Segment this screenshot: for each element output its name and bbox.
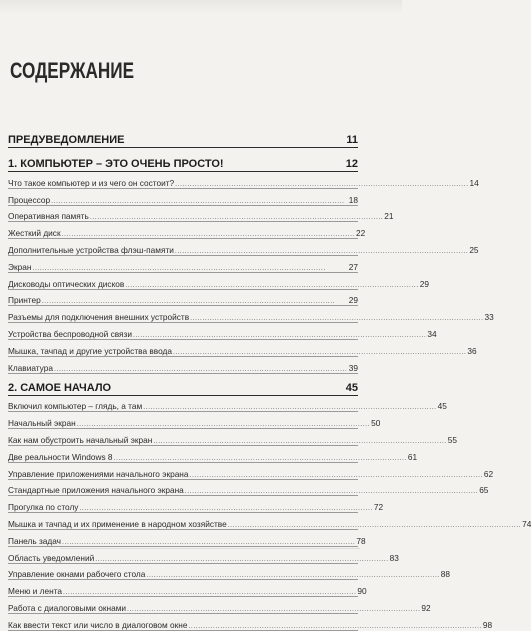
toc-entry-page: 65: [479, 485, 489, 496]
dot-leader: ........................................................................................................................: [127, 605, 421, 613]
dot-leader: ........................................................................................................................: [132, 331, 427, 339]
toc-entry-page: 27: [348, 261, 358, 272]
toc-entry-label: Стандартные приложения начального экрана: [8, 485, 184, 496]
toc-entry: [8, 323, 437, 340]
toc-entry: [8, 463, 494, 480]
toc-entry-label: Устройства беспроводной связи: [8, 328, 132, 339]
toc-entry: [8, 580, 367, 597]
dot-leader: ........................................................................................................................: [227, 521, 522, 529]
toc-entry-label: Что такое компьютер и из чего он состоит?: [8, 177, 175, 188]
toc-entry-label: Дополнительные устройства флэш-памяти: [8, 244, 174, 255]
toc-entry-page: 61: [407, 451, 418, 462]
section-heading: [8, 380, 358, 396]
toc-entry: [8, 206, 394, 223]
toc-entry-label: Принтер: [8, 295, 41, 306]
dot-leader: ........................................................................................................................: [79, 505, 373, 513]
toc-entry-page: 92: [421, 602, 431, 613]
dot-leader: ........................................................................................................................: [146, 572, 440, 580]
toc-entry: [8, 547, 399, 564]
toc-entry-page: 50: [371, 418, 381, 429]
toc-entry: [8, 189, 358, 206]
toc-entry-page: 22: [355, 228, 366, 239]
dot-leader: ........................................................................................................................: [153, 437, 447, 445]
toc-entry-label: Прогулка по столу: [8, 502, 79, 513]
toc-entry-page: 25: [469, 244, 479, 255]
toc-entry-page: 98: [482, 619, 493, 630]
dot-leader: ........................................................................................................................: [184, 488, 479, 496]
section-heading: [8, 156, 358, 172]
toc-entry-page: 83: [389, 552, 399, 563]
toc-entry-page: 55: [447, 434, 457, 445]
toc-entry: [8, 429, 457, 446]
toc-entry-label: Как ввести текст или число в диалоговом окне: [8, 619, 188, 630]
toc-entry: [8, 530, 366, 547]
toc-entry: [8, 614, 493, 631]
toc-entry-page: 62: [483, 468, 494, 479]
bleed-through-header: [0, 0, 402, 14]
toc-entry-page: 74: [522, 518, 531, 529]
toc-entry-page: 78: [356, 535, 366, 546]
toc-entry-label: Клавиатура: [8, 362, 53, 373]
toc-entry-label: Экран: [8, 261, 32, 272]
toc-entry: [8, 597, 431, 614]
toc-entry: [8, 480, 489, 497]
dot-leader: ........................................................................................................................: [51, 197, 345, 205]
toc-entry: [8, 239, 479, 256]
dot-leader: ........................................................................................................................: [53, 365, 348, 373]
toc-entry-page: 72: [373, 502, 384, 513]
section-page: 11: [346, 134, 358, 146]
toc-entry-page: 34: [427, 328, 437, 339]
toc-entry-page: 29: [419, 278, 429, 289]
toc-entry: [8, 564, 450, 581]
section-page: 12: [345, 158, 358, 170]
section-page: 45: [345, 381, 358, 394]
toc-entry: [8, 496, 384, 513]
toc-entry-label: Начальный экран: [8, 418, 76, 429]
dot-leader: ........................................................................................................................: [61, 538, 356, 546]
toc-entry-label: Включил компьютер – глядь, а там: [8, 401, 143, 412]
toc-entry: [8, 412, 381, 429]
toc-entry-label: Жесткий диск: [8, 228, 61, 239]
dot-leader: ........................................................................................................................: [175, 180, 469, 188]
toc-entry-page: 29: [348, 295, 358, 306]
dot-leader: ........................................................................................................................: [41, 298, 336, 306]
toc-entry-page: 88: [440, 569, 450, 580]
dot-leader: ........................................................................................................................: [32, 264, 326, 272]
page-title: СОДЕРЖАНИЕ: [10, 58, 135, 83]
toc-entry: [8, 306, 494, 323]
toc-entry: [8, 290, 358, 307]
dot-leader: ........................................................................................................................: [143, 404, 437, 412]
toc-entry-label: Мышка и тачпад и их применение в народном хозяйстве: [8, 518, 227, 529]
toc-entry-label: Дисководы оптических дисков: [8, 278, 125, 289]
toc-entry-page: 45: [437, 401, 447, 412]
toc-entry: [8, 340, 477, 357]
dot-leader: ........................................................................................................................: [76, 421, 371, 429]
toc-entry-label: Процессор: [8, 194, 51, 205]
dot-leader: ........................................................................................................................: [174, 247, 469, 255]
toc-entry: [8, 446, 418, 463]
toc-entry-label: Работа с диалоговыми окнами: [8, 602, 127, 613]
toc-entry-page: 90: [357, 586, 367, 597]
dot-leader: ........................................................................................................................: [61, 231, 355, 239]
toc-entry: [8, 273, 429, 290]
toc-entry: [8, 357, 358, 374]
toc-entry-label: Мышка, тачпад и другие устройства ввода: [8, 345, 172, 356]
toc-entry-page: 18: [348, 194, 358, 205]
toc-entry: [8, 256, 358, 273]
table-of-contents: [8, 132, 531, 631]
dot-leader: ........................................................................................................................: [95, 555, 389, 563]
toc-entry-page: 39: [348, 362, 358, 373]
section-title: ПРЕДУВЕДОМЛЕНИЕ: [8, 134, 125, 146]
toc-entry-label: Как нам обустроить начальный экран: [8, 434, 153, 445]
section-heading: [8, 132, 358, 148]
dot-leader: ........................................................................................................................: [189, 471, 483, 479]
dot-leader: ........................................................................................................................: [113, 454, 407, 462]
toc-entry-label: Область уведомлений: [8, 552, 95, 563]
toc-entry-label: Оперативная память: [8, 211, 89, 222]
toc-entry: [8, 513, 531, 530]
toc-entry-label: Меню и лента: [8, 586, 63, 597]
dot-leader: ........................................................................................................................: [172, 348, 467, 356]
toc-entry: [8, 396, 447, 413]
dot-leader: ........................................................................................................................: [89, 214, 384, 222]
toc-entry-page: 36: [467, 345, 477, 356]
toc-entry: [8, 172, 479, 189]
toc-entry-label: Две реальности Windows 8: [8, 451, 113, 462]
toc-entry-page: 33: [484, 312, 494, 323]
section-title: 1. КОМПЬЮТЕР – ЭТО ОЧЕНЬ ПРОСТО!: [8, 158, 224, 170]
dot-leader: ........................................................................................................................: [63, 589, 357, 597]
toc-entry: [8, 222, 366, 239]
toc-entry-label: Панель задач: [8, 535, 61, 546]
toc-entry-label: Разъемы для подключения внешних устройств: [8, 312, 190, 323]
bleed-through-line: [60, 548, 360, 549]
toc-entry-label: Управление приложениями начального экрана: [8, 468, 189, 479]
toc-entry-page: 14: [469, 177, 479, 188]
dot-leader: ........................................................................................................................: [188, 622, 482, 630]
toc-entry-label: Управление окнами рабочего стола: [8, 569, 146, 580]
dot-leader: ........................................................................................................................: [125, 281, 419, 289]
toc-entry-page: 21: [384, 211, 394, 222]
section-title: 2. САМОЕ НАЧАЛО: [8, 381, 112, 394]
dot-leader: ........................................................................................................................: [190, 315, 484, 323]
